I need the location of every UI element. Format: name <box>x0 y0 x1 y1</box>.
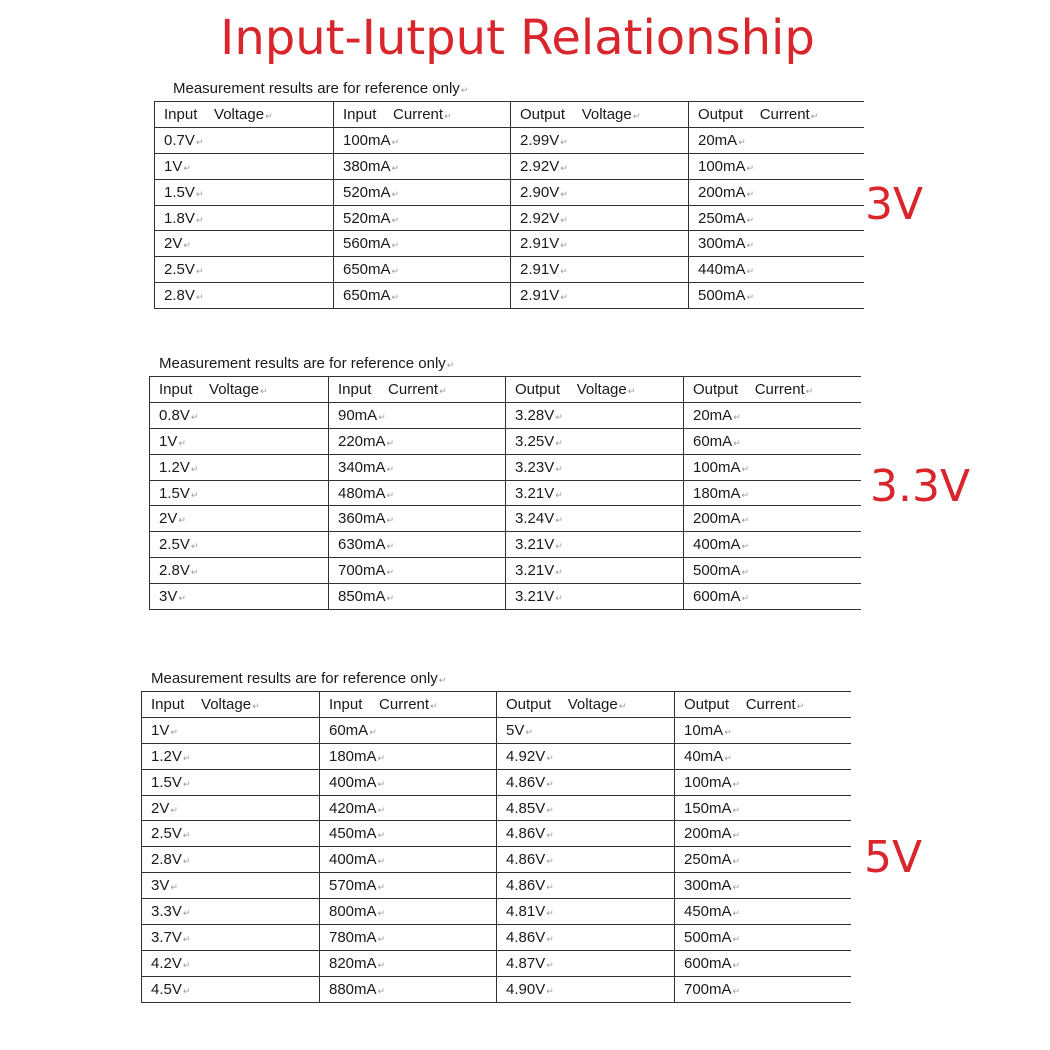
table-row <box>142 717 851 743</box>
table-row <box>142 821 851 847</box>
table-cell: 2V↵ <box>155 231 334 257</box>
table-cell: 60mA↵ <box>684 428 861 454</box>
reference-note: Measurement results are for reference only↵ <box>173 80 469 97</box>
table-cell: 2.8V↵ <box>155 283 334 309</box>
table-cell: 600mA↵ <box>684 584 861 610</box>
table-cell: 200mA↵ <box>675 821 851 847</box>
table-row <box>150 454 861 480</box>
table-cell: 2.8V↵ <box>142 847 320 873</box>
table-cell: 40mA↵ <box>675 743 851 769</box>
table-cell: 1.2V↵ <box>150 454 329 480</box>
column-header: Output Current↵ <box>689 102 864 128</box>
table-cell: 2.91V↵ <box>511 283 689 309</box>
column-header: Input Current↵ <box>334 102 511 128</box>
table-cell: 820mA↵ <box>320 950 497 976</box>
table-cell: 340mA↵ <box>329 454 506 480</box>
table-cell: 100mA↵ <box>675 769 851 795</box>
table-row <box>150 532 861 558</box>
table-row <box>142 925 851 951</box>
table-row <box>142 976 851 1002</box>
table-cell: 500mA↵ <box>689 283 864 309</box>
table-cell: 400mA↵ <box>684 532 861 558</box>
table-cell: 400mA↵ <box>320 769 497 795</box>
table-cell: 90mA↵ <box>329 402 506 428</box>
table-cell: 180mA↵ <box>684 480 861 506</box>
measurement-table-3v <box>154 101 864 309</box>
table-cell: 4.86V↵ <box>497 925 675 951</box>
table-row <box>155 257 864 283</box>
table-row <box>150 584 861 610</box>
table-cell: 4.2V↵ <box>142 950 320 976</box>
table-row <box>155 179 864 205</box>
table-cell: 5V↵ <box>497 717 675 743</box>
column-header: Output Voltage↵ <box>506 377 684 403</box>
table-cell: 2.91V↵ <box>511 231 689 257</box>
table-cell: 100mA↵ <box>334 127 511 153</box>
table-cell: 200mA↵ <box>689 179 864 205</box>
column-header: Input Voltage↵ <box>142 692 320 718</box>
table-row <box>150 402 861 428</box>
column-header: Input Current↵ <box>329 377 506 403</box>
table-cell: 650mA↵ <box>334 283 511 309</box>
table-cell: 60mA↵ <box>320 717 497 743</box>
table-row <box>142 743 851 769</box>
table-header-row <box>142 692 851 718</box>
table-row <box>155 231 864 257</box>
table-cell: 2.92V↵ <box>511 153 689 179</box>
table-cell: 3.21V↵ <box>506 480 684 506</box>
table-cell: 3V↵ <box>150 584 329 610</box>
table-cell: 480mA↵ <box>329 480 506 506</box>
table-cell: 3.21V↵ <box>506 558 684 584</box>
table-row <box>150 428 861 454</box>
voltage-label-3v: 3V <box>865 179 924 230</box>
table-cell: 4.86V↵ <box>497 847 675 873</box>
table-cell: 800mA↵ <box>320 899 497 925</box>
table-cell: 500mA↵ <box>684 558 861 584</box>
table-cell: 1.8V↵ <box>155 205 334 231</box>
table-cell: 150mA↵ <box>675 795 851 821</box>
table-cell: 520mA↵ <box>334 205 511 231</box>
table-cell: 180mA↵ <box>320 743 497 769</box>
column-header: Output Voltage↵ <box>511 102 689 128</box>
table-cell: 1.5V↵ <box>150 480 329 506</box>
table-cell: 1V↵ <box>142 717 320 743</box>
table-cell: 100mA↵ <box>684 454 861 480</box>
table-cell: 250mA↵ <box>689 205 864 231</box>
table-cell: 10mA↵ <box>675 717 851 743</box>
column-header: Output Current↵ <box>675 692 851 718</box>
table-cell: 3.21V↵ <box>506 532 684 558</box>
table-cell: 780mA↵ <box>320 925 497 951</box>
voltage-label-3-3v: 3.3V <box>870 461 971 512</box>
table-cell: 3.28V↵ <box>506 402 684 428</box>
table-cell: 250mA↵ <box>675 847 851 873</box>
table-cell: 4.5V↵ <box>142 976 320 1002</box>
column-header: Input Voltage↵ <box>155 102 334 128</box>
table-cell: 1.2V↵ <box>142 743 320 769</box>
table-cell: 0.7V↵ <box>155 127 334 153</box>
table-cell: 3.3V↵ <box>142 899 320 925</box>
table-row <box>142 795 851 821</box>
table-cell: 200mA↵ <box>684 506 861 532</box>
table-row <box>142 873 851 899</box>
table-cell: 4.90V↵ <box>497 976 675 1002</box>
table-row <box>150 558 861 584</box>
measurement-table-5v <box>141 691 851 1003</box>
table-cell: 360mA↵ <box>329 506 506 532</box>
table-cell: 2.90V↵ <box>511 179 689 205</box>
table-row <box>155 283 864 309</box>
table-cell: 4.87V↵ <box>497 950 675 976</box>
reference-note: Measurement results are for reference only↵ <box>151 670 447 687</box>
column-header: Input Current↵ <box>320 692 497 718</box>
page-title: Input-Iutput Relationship <box>220 10 815 66</box>
table-cell: 450mA↵ <box>675 899 851 925</box>
table-row <box>150 480 861 506</box>
table-cell: 520mA↵ <box>334 179 511 205</box>
table-cell: 4.86V↵ <box>497 873 675 899</box>
table-cell: 300mA↵ <box>689 231 864 257</box>
table-cell: 2.5V↵ <box>155 257 334 283</box>
table-cell: 3.21V↵ <box>506 584 684 610</box>
table-cell: 4.86V↵ <box>497 821 675 847</box>
table-cell: 880mA↵ <box>320 976 497 1002</box>
table-row <box>142 899 851 925</box>
table-cell: 220mA↵ <box>329 428 506 454</box>
table-cell: 2.5V↵ <box>150 532 329 558</box>
table-row <box>142 769 851 795</box>
table-cell: 4.92V↵ <box>497 743 675 769</box>
table-cell: 380mA↵ <box>334 153 511 179</box>
table-cell: 1.5V↵ <box>155 179 334 205</box>
table-cell: 2.5V↵ <box>142 821 320 847</box>
table-cell: 600mA↵ <box>675 950 851 976</box>
table-cell: 1V↵ <box>155 153 334 179</box>
table-cell: 4.81V↵ <box>497 899 675 925</box>
table-cell: 3.23V↵ <box>506 454 684 480</box>
table-cell: 1V↵ <box>150 428 329 454</box>
table-cell: 20mA↵ <box>689 127 864 153</box>
table-cell: 500mA↵ <box>675 925 851 951</box>
measurement-table-3-3v <box>149 376 861 610</box>
table-cell: 700mA↵ <box>329 558 506 584</box>
table-cell: 850mA↵ <box>329 584 506 610</box>
table-cell: 20mA↵ <box>684 402 861 428</box>
table-row <box>155 127 864 153</box>
table-row <box>155 153 864 179</box>
table-cell: 700mA↵ <box>675 976 851 1002</box>
table-row <box>142 847 851 873</box>
table-cell: 3.7V↵ <box>142 925 320 951</box>
table-cell: 630mA↵ <box>329 532 506 558</box>
table-header-row <box>150 377 861 403</box>
table-cell: 2V↵ <box>150 506 329 532</box>
table-cell: 570mA↵ <box>320 873 497 899</box>
table-header-row <box>155 102 864 128</box>
table-cell: 2V↵ <box>142 795 320 821</box>
table-cell: 3.25V↵ <box>506 428 684 454</box>
table-cell: 2.91V↵ <box>511 257 689 283</box>
column-header: Output Voltage↵ <box>497 692 675 718</box>
table-cell: 560mA↵ <box>334 231 511 257</box>
table-row <box>155 205 864 231</box>
column-header: Input Voltage↵ <box>150 377 329 403</box>
table-cell: 2.99V↵ <box>511 127 689 153</box>
table-cell: 3V↵ <box>142 873 320 899</box>
column-header: Output Current↵ <box>684 377 861 403</box>
table-cell: 400mA↵ <box>320 847 497 873</box>
voltage-label-5v: 5V <box>864 832 923 883</box>
table-cell: 4.86V↵ <box>497 769 675 795</box>
table-cell: 650mA↵ <box>334 257 511 283</box>
table-cell: 440mA↵ <box>689 257 864 283</box>
table-cell: 100mA↵ <box>689 153 864 179</box>
table-cell: 3.24V↵ <box>506 506 684 532</box>
table-cell: 0.8V↵ <box>150 402 329 428</box>
table-cell: 2.92V↵ <box>511 205 689 231</box>
table-cell: 450mA↵ <box>320 821 497 847</box>
table-cell: 1.5V↵ <box>142 769 320 795</box>
reference-note: Measurement results are for reference only↵ <box>159 355 455 372</box>
table-row <box>150 506 861 532</box>
table-row <box>142 950 851 976</box>
table-cell: 4.85V↵ <box>497 795 675 821</box>
table-cell: 420mA↵ <box>320 795 497 821</box>
table-cell: 300mA↵ <box>675 873 851 899</box>
table-cell: 2.8V↵ <box>150 558 329 584</box>
